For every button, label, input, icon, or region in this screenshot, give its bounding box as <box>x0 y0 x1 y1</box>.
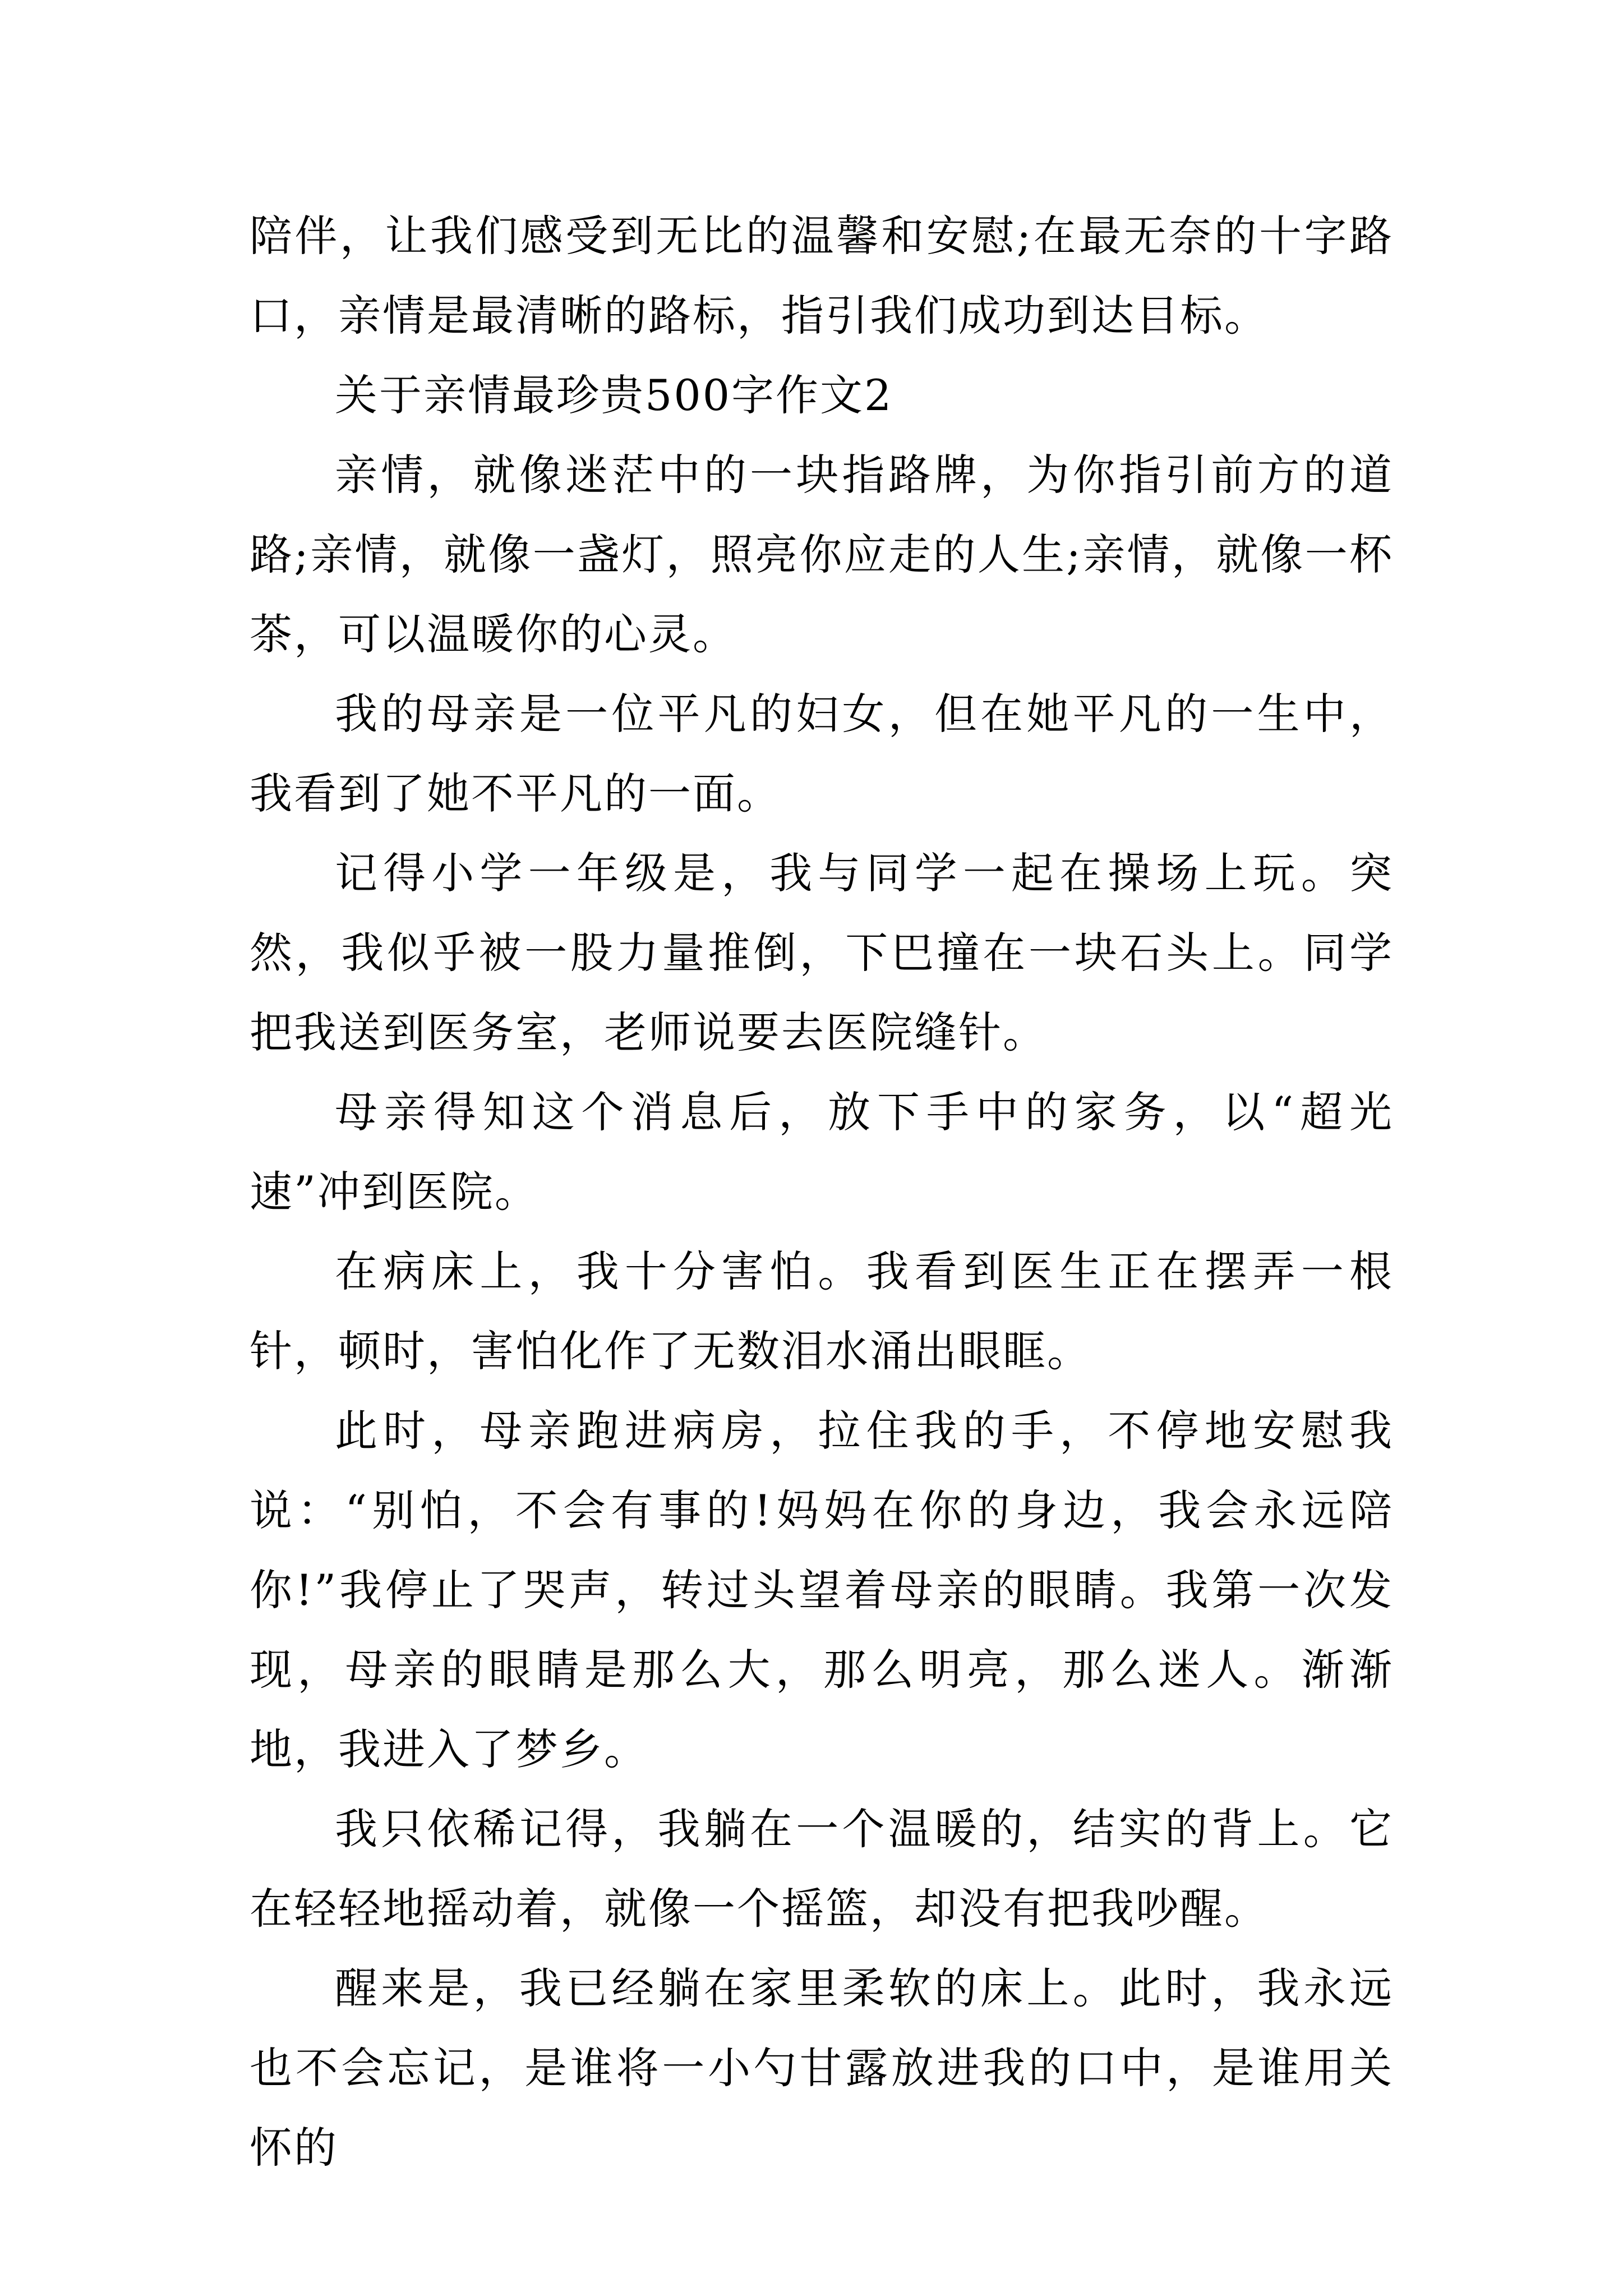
essay-heading: 关于亲情最珍贵500字作文2 <box>335 370 893 420</box>
paragraph-continuation: 陪伴，让我们感受到无比的温馨和安慰;在最无奈的十字路口，亲情是最清晰的路标，指引我们成功到达目标。 <box>250 211 1394 341</box>
paragraph-6: 此时，母亲跑进病房，拉住我的手，不停地安慰我说：“别怕，不会有事的!妈妈在你的身边，我会永远陪你!”我停止了哭声，转过头望着母亲的眼睛。我第一次发现，母亲的眼睛是那么大，那么明亮，那么迷人。渐渐地，我进入了梦乡。 <box>250 1406 1394 1774</box>
paragraph-1: 亲情，就像迷茫中的一块指路牌，为你指引前方的道路;亲情，就像一盏灯，照亮你应走的人生;亲情，就像一杯茶，可以温暖你的心灵。 <box>250 450 1394 659</box>
document-body <box>250 196 1394 2188</box>
paragraph-4: 母亲得知这个消息后，放下手中的家务，以“超光速”冲到医院。 <box>250 1087 1394 1217</box>
paragraph-3: 记得小学一年级是，我与同学一起在操场上玩。突然，我似乎被一股力量推倒，下巴撞在一块石头上。同学把我送到医务室，老师说要去医院缝针。 <box>250 848 1394 1057</box>
paragraph-2: 我的母亲是一位平凡的妇女，但在她平凡的一生中，我看到了她不平凡的一面。 <box>250 689 1394 818</box>
paragraph-5: 在病床上，我十分害怕。我看到医生正在摆弄一根针，顿时，害怕化作了无数泪水涌出眼眶。 <box>250 1246 1394 1376</box>
paragraph-7: 我只依稀记得，我躺在一个温暖的，结实的背上。它在轻轻地摇动着，就像一个摇篮，却没有把我吵醒。 <box>250 1804 1394 1934</box>
paragraph-8: 醒来是，我已经躺在家里柔软的床上。此时，我永远也不会忘记，是谁将一小勺甘露放进我的口中，是谁用关怀的 <box>250 1963 1394 2173</box>
